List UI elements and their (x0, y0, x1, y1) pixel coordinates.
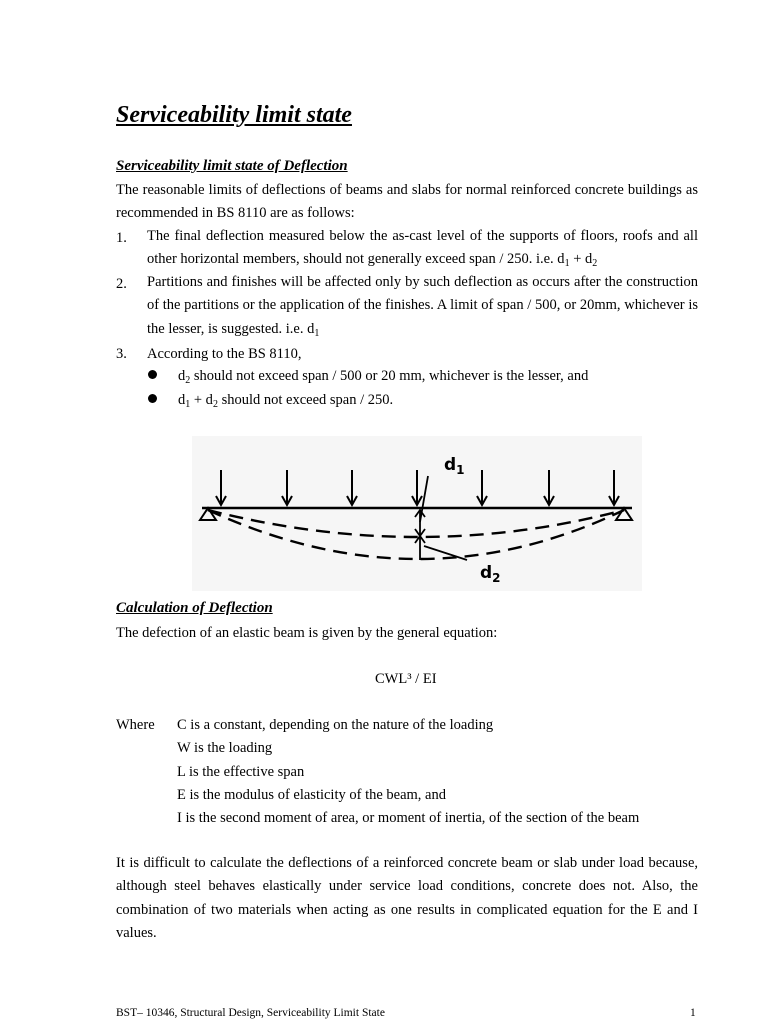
subscript: 2 (185, 375, 191, 386)
deflection-diagram (192, 436, 642, 591)
subscript: 1 (564, 258, 570, 270)
list-number: 3. (116, 346, 127, 362)
where-label: Where (116, 717, 155, 733)
bullet-item-1 (178, 366, 588, 386)
page-title: Serviceability limit state (116, 102, 352, 128)
bullet-item-2 (178, 390, 393, 410)
bullet-icon (148, 394, 157, 403)
list-item-1 (147, 225, 698, 272)
list-item-text: Partitions and finishes will be affected only by such deflection as occurs after the construction of the partitions or the application of the finishes. A limit of span / 500, or 20mm, whichever is the lesser, is suggested. i.e. d (147, 274, 698, 337)
section-heading-calculation: Calculation of Deflection (116, 600, 273, 616)
list-item-text: + d (569, 251, 593, 268)
section-heading-deflection: Serviceability limit state of Deflection (116, 158, 348, 174)
deflection-equation: CWL³ / EI (375, 671, 437, 687)
where-item: C is a constant, depending on the nature of the loading (177, 717, 494, 733)
label-d1: $d_1$ (444, 455, 465, 477)
closing-paragraph: It is difficult to calculate the deflections of a reinforced concrete beam or slab under load because, although steel behaves elastically under service load conditions, concrete does not. Also, the combination of two materials when acting as one results in complicated equation for the E and I values. (116, 855, 698, 941)
list-number: 1. (116, 230, 127, 246)
bullet-text: d (178, 392, 186, 408)
footer-text: BST– 10346, Structural Design, Serviceability Limit State (116, 1007, 385, 1019)
list-item-text: The final deflection measured below the as-cast level of the supports of floors, roofs and all other horizontal members, should not generally exceed span / 250. i.e. d (147, 228, 698, 268)
bullet-icon (148, 370, 157, 379)
bullet-text: + d (190, 392, 213, 408)
where-item: W is the loading (177, 740, 273, 756)
label-d2: $d_2$ (480, 563, 501, 585)
subscript: 1 (314, 327, 320, 339)
bullet-text: d (178, 368, 186, 384)
list-number: 2. (116, 276, 127, 292)
bullet-text: should not exceed span / 500 or 20 mm, whichever is the lesser, and (190, 368, 589, 384)
where-item: E is the modulus of elasticity of the beam, and (177, 787, 446, 803)
subscript: 1 (185, 399, 191, 410)
bullet-text: should not exceed span / 250. (217, 392, 394, 408)
where-item: I is the second moment of area, or moment of inertia, of the section of the beam (177, 810, 640, 826)
subscript: 2 (592, 258, 598, 270)
subscript: 2 (212, 399, 218, 410)
section1-intro: The reasonable limits of deflections of beams and slabs for normal reinforced concrete buildings as recommended in BS 8110 are as follows: (116, 182, 698, 222)
section2-intro: The defection of an elastic beam is given by the general equation: (116, 625, 498, 641)
page-number: 1 (690, 1007, 696, 1019)
list-item-2 (147, 271, 698, 341)
where-item: L is the effective span (177, 764, 305, 780)
list-item-3: According to the BS 8110, (147, 346, 302, 362)
